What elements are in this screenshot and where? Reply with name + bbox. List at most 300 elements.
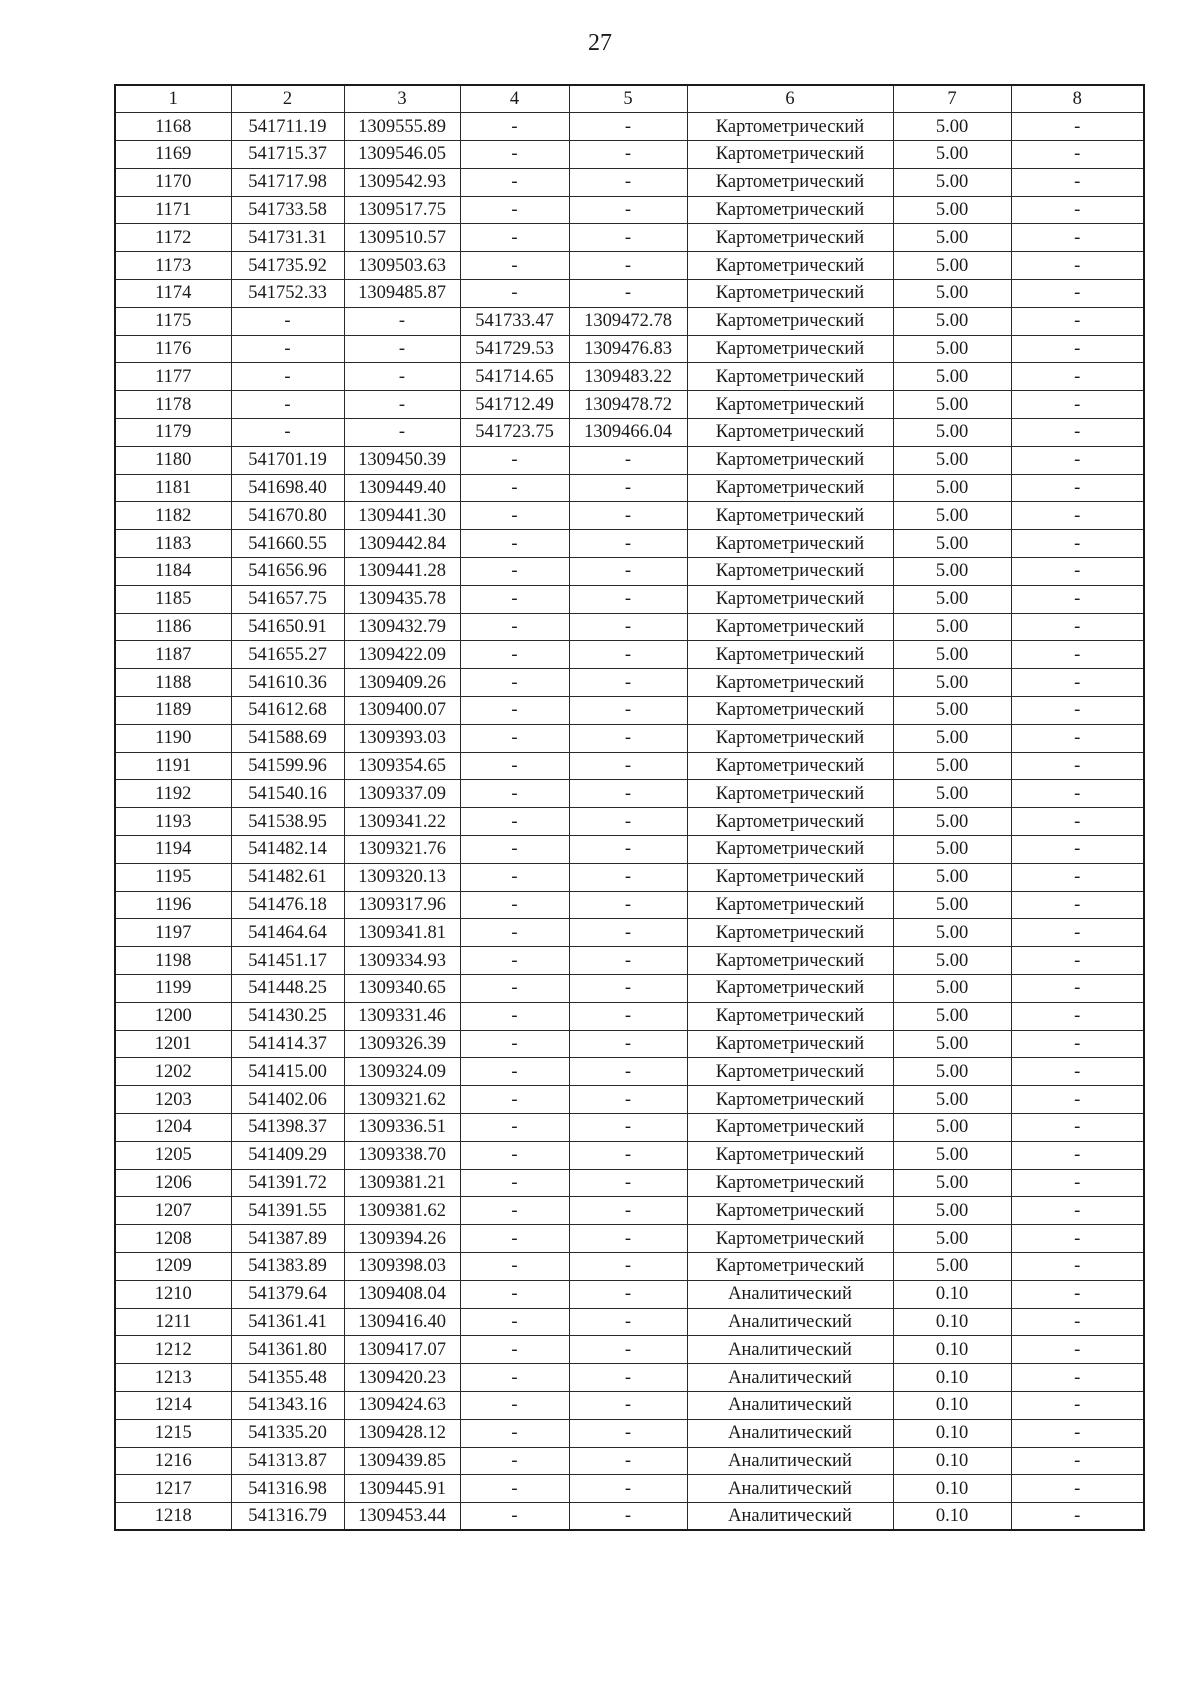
table-cell-col-3: 1309453.44: [344, 1503, 460, 1531]
table-cell-col-4: -: [460, 558, 569, 586]
table-cell-col-3: 1309442.84: [344, 530, 460, 558]
table-cell-col-8: -: [1011, 335, 1144, 363]
table-cell-col-4: -: [460, 891, 569, 919]
table-cell-col-3: 1309424.63: [344, 1391, 460, 1419]
table-row: [115, 335, 1144, 363]
table-cell-col-4: -: [460, 1169, 569, 1197]
table-row: [115, 363, 1144, 391]
table-cell-col-7: 5.00: [893, 891, 1011, 919]
table-cell-col-3: 1309326.39: [344, 1030, 460, 1058]
table-cell-col-3: 1309400.07: [344, 697, 460, 725]
table-cell-col-6: Картометрический: [687, 752, 893, 780]
table-cell-col-8: -: [1011, 613, 1144, 641]
table-cell-col-3: 1309398.03: [344, 1252, 460, 1280]
table-cell-col-6: Картометрический: [687, 975, 893, 1003]
table-cell-col-3: 1309485.87: [344, 280, 460, 308]
table-cell-col-1: 1200: [115, 1002, 231, 1030]
table-cell-col-3: 1309408.04: [344, 1280, 460, 1308]
table-cell-col-3: 1309420.23: [344, 1364, 460, 1392]
table-cell-col-2: 541735.92: [231, 252, 344, 280]
table-cell-col-2: 541415.00: [231, 1058, 344, 1086]
table-cell-col-6: Картометрический: [687, 1002, 893, 1030]
table-cell-col-3: 1309321.62: [344, 1086, 460, 1114]
table-cell-col-4: 541712.49: [460, 391, 569, 419]
table-row: [115, 530, 1144, 558]
table-cell-col-4: -: [460, 863, 569, 891]
table-cell-col-7: 5.00: [893, 307, 1011, 335]
table-cell-col-8: -: [1011, 280, 1144, 308]
table-cell-col-6: Картометрический: [687, 446, 893, 474]
table-cell-col-5: -: [569, 252, 687, 280]
table-cell-col-7: 5.00: [893, 224, 1011, 252]
table-cell-col-2: -: [231, 307, 344, 335]
table-cell-col-2: 541383.89: [231, 1252, 344, 1280]
table-cell-col-1: 1217: [115, 1475, 231, 1503]
table-cell-col-4: -: [460, 446, 569, 474]
table-cell-col-5: -: [569, 1475, 687, 1503]
table-row: [115, 307, 1144, 335]
table-cell-col-5: -: [569, 919, 687, 947]
table-cell-col-3: 1309321.76: [344, 836, 460, 864]
table-cell-col-6: Картометрический: [687, 891, 893, 919]
table-cell-col-5: -: [569, 1086, 687, 1114]
table-cell-col-7: 5.00: [893, 502, 1011, 530]
table-cell-col-8: -: [1011, 224, 1144, 252]
table-cell-col-2: 541379.64: [231, 1280, 344, 1308]
table-cell-col-8: -: [1011, 1503, 1144, 1531]
table-cell-col-6: Аналитический: [687, 1308, 893, 1336]
table-cell-col-6: Картометрический: [687, 530, 893, 558]
table-cell-col-8: -: [1011, 1197, 1144, 1225]
table-cell-col-4: -: [460, 1336, 569, 1364]
table-row: [115, 613, 1144, 641]
table-cell-col-6: Картометрический: [687, 280, 893, 308]
table-cell-col-6: Аналитический: [687, 1364, 893, 1392]
table-row: [115, 391, 1144, 419]
table-row: [115, 168, 1144, 196]
table-cell-col-5: -: [569, 947, 687, 975]
table-cell-col-6: Картометрический: [687, 947, 893, 975]
table-cell-col-7: 5.00: [893, 1141, 1011, 1169]
table-cell-col-7: 5.00: [893, 697, 1011, 725]
table-cell-col-2: 541391.55: [231, 1197, 344, 1225]
table-cell-col-3: 1309428.12: [344, 1419, 460, 1447]
table-cell-col-4: -: [460, 836, 569, 864]
table-cell-col-3: -: [344, 307, 460, 335]
table-cell-col-6: Картометрический: [687, 1197, 893, 1225]
table-row: [115, 141, 1144, 169]
table-cell-col-7: 5.00: [893, 168, 1011, 196]
table-cell-col-5: -: [569, 697, 687, 725]
table-cell-col-1: 1197: [115, 919, 231, 947]
table-cell-col-1: 1214: [115, 1391, 231, 1419]
table-cell-col-4: -: [460, 1197, 569, 1225]
table-cell-col-1: 1198: [115, 947, 231, 975]
table-row: [115, 1336, 1144, 1364]
table-cell-col-4: -: [460, 724, 569, 752]
table-cell-col-4: -: [460, 752, 569, 780]
table-cell-col-4: -: [460, 280, 569, 308]
table-cell-col-2: 541698.40: [231, 474, 344, 502]
table-row: [115, 1364, 1144, 1392]
table-cell-col-2: 541398.37: [231, 1113, 344, 1141]
table-cell-col-7: 0.10: [893, 1447, 1011, 1475]
table-cell-col-1: 1193: [115, 808, 231, 836]
table-row: [115, 975, 1144, 1003]
table-cell-col-3: 1309341.81: [344, 919, 460, 947]
table-cell-col-2: 541464.64: [231, 919, 344, 947]
table-cell-col-4: -: [460, 1252, 569, 1280]
table-cell-col-1: 1168: [115, 113, 231, 141]
table-cell-col-7: 5.00: [893, 1252, 1011, 1280]
table-cell-col-3: 1309449.40: [344, 474, 460, 502]
table-cell-col-7: 5.00: [893, 141, 1011, 169]
table-cell-col-4: -: [460, 1058, 569, 1086]
table-cell-col-4: -: [460, 808, 569, 836]
table-row: [115, 280, 1144, 308]
column-header-8: 8: [1011, 85, 1144, 113]
table-cell-col-7: 0.10: [893, 1336, 1011, 1364]
table-cell-col-5: -: [569, 1252, 687, 1280]
table-cell-col-3: 1309338.70: [344, 1141, 460, 1169]
table-cell-col-1: 1210: [115, 1280, 231, 1308]
table-cell-col-1: 1178: [115, 391, 231, 419]
table-cell-col-1: 1205: [115, 1141, 231, 1169]
table-cell-col-8: -: [1011, 474, 1144, 502]
table-cell-col-8: -: [1011, 1225, 1144, 1253]
table-cell-col-2: 541670.80: [231, 502, 344, 530]
table-cell-col-1: 1199: [115, 975, 231, 1003]
table-cell-col-4: -: [460, 613, 569, 641]
table-cell-col-2: 541656.96: [231, 558, 344, 586]
table-row: [115, 1141, 1144, 1169]
table-cell-col-6: Картометрический: [687, 919, 893, 947]
table-cell-col-3: 1309394.26: [344, 1225, 460, 1253]
table-cell-col-7: 0.10: [893, 1419, 1011, 1447]
table-cell-col-7: 5.00: [893, 1169, 1011, 1197]
table-cell-col-4: -: [460, 502, 569, 530]
table-cell-col-6: Аналитический: [687, 1419, 893, 1447]
table-cell-col-1: 1213: [115, 1364, 231, 1392]
table-cell-col-3: 1309409.26: [344, 669, 460, 697]
table-cell-col-5: -: [569, 141, 687, 169]
table-cell-col-2: 541316.98: [231, 1475, 344, 1503]
table-cell-col-1: 1196: [115, 891, 231, 919]
page-number: 27: [588, 30, 612, 56]
table-cell-col-5: -: [569, 1280, 687, 1308]
table-row: [115, 836, 1144, 864]
column-header-3: 3: [344, 85, 460, 113]
table-cell-col-2: -: [231, 363, 344, 391]
table-cell-col-4: -: [460, 224, 569, 252]
table-cell-col-6: Картометрический: [687, 224, 893, 252]
table-cell-col-2: 541650.91: [231, 613, 344, 641]
table-cell-col-6: Картометрический: [687, 669, 893, 697]
table-cell-col-5: 1309466.04: [569, 419, 687, 447]
table-cell-col-2: 541430.25: [231, 1002, 344, 1030]
table-cell-col-4: 541714.65: [460, 363, 569, 391]
table-cell-col-7: 5.00: [893, 836, 1011, 864]
table-row: [115, 558, 1144, 586]
column-header-2: 2: [231, 85, 344, 113]
table-cell-col-7: 5.00: [893, 1225, 1011, 1253]
table-cell-col-6: Картометрический: [687, 585, 893, 613]
table-cell-col-2: 541588.69: [231, 724, 344, 752]
table-cell-col-1: 1190: [115, 724, 231, 752]
column-header-5: 5: [569, 85, 687, 113]
table-row: [115, 1419, 1144, 1447]
table-cell-col-7: 5.00: [893, 1197, 1011, 1225]
table-cell-col-4: -: [460, 252, 569, 280]
table-cell-col-7: 5.00: [893, 808, 1011, 836]
table-cell-col-1: 1218: [115, 1503, 231, 1531]
table-cell-col-7: 0.10: [893, 1503, 1011, 1531]
table-cell-col-1: 1204: [115, 1113, 231, 1141]
table-cell-col-4: -: [460, 196, 569, 224]
table-cell-col-5: -: [569, 558, 687, 586]
table-cell-col-6: Аналитический: [687, 1280, 893, 1308]
table-cell-col-3: 1309336.51: [344, 1113, 460, 1141]
table-cell-col-4: -: [460, 1086, 569, 1114]
table-cell-col-7: 5.00: [893, 363, 1011, 391]
table-cell-col-4: -: [460, 585, 569, 613]
table-cell-col-3: -: [344, 363, 460, 391]
table-cell-col-2: 541391.72: [231, 1169, 344, 1197]
table-cell-col-3: -: [344, 391, 460, 419]
table-cell-col-4: -: [460, 474, 569, 502]
table-cell-col-5: -: [569, 1336, 687, 1364]
table-cell-col-6: Аналитический: [687, 1447, 893, 1475]
table-cell-col-1: 1201: [115, 1030, 231, 1058]
table-cell-col-8: -: [1011, 1364, 1144, 1392]
table-cell-col-2: 541343.16: [231, 1391, 344, 1419]
table-cell-col-7: 5.00: [893, 474, 1011, 502]
table-row: [115, 752, 1144, 780]
table-cell-col-7: 5.00: [893, 335, 1011, 363]
table-row: [115, 697, 1144, 725]
table-row: [115, 1308, 1144, 1336]
table-cell-col-2: 541414.37: [231, 1030, 344, 1058]
table-cell-col-6: Картометрический: [687, 724, 893, 752]
table-cell-col-2: 541701.19: [231, 446, 344, 474]
table-cell-col-3: 1309441.30: [344, 502, 460, 530]
table-cell-col-7: 5.00: [893, 919, 1011, 947]
table-cell-col-6: Картометрический: [687, 836, 893, 864]
table-cell-col-8: -: [1011, 724, 1144, 752]
table-cell-col-5: -: [569, 224, 687, 252]
table-cell-col-5: -: [569, 1391, 687, 1419]
table-row: [115, 1197, 1144, 1225]
table-cell-col-3: 1309417.07: [344, 1336, 460, 1364]
table-cell-col-8: -: [1011, 530, 1144, 558]
table-cell-col-8: -: [1011, 1419, 1144, 1447]
table-cell-col-5: -: [569, 196, 687, 224]
table-cell-col-1: 1177: [115, 363, 231, 391]
table-cell-col-8: -: [1011, 363, 1144, 391]
table-cell-col-2: 541482.61: [231, 863, 344, 891]
table-cell-col-5: -: [569, 1308, 687, 1336]
table-cell-col-3: 1309445.91: [344, 1475, 460, 1503]
table-cell-col-8: -: [1011, 975, 1144, 1003]
table-cell-col-8: -: [1011, 1280, 1144, 1308]
table-cell-col-2: 541660.55: [231, 530, 344, 558]
table-cell-col-1: 1184: [115, 558, 231, 586]
table-header: [115, 85, 1144, 113]
table-cell-col-2: 541361.41: [231, 1308, 344, 1336]
table-cell-col-8: -: [1011, 502, 1144, 530]
table-cell-col-6: Картометрический: [687, 1225, 893, 1253]
table-cell-col-8: -: [1011, 1391, 1144, 1419]
table-cell-col-4: -: [460, 1030, 569, 1058]
table-cell-col-1: 1208: [115, 1225, 231, 1253]
table-cell-col-7: 5.00: [893, 1058, 1011, 1086]
table-cell-col-8: -: [1011, 669, 1144, 697]
table-cell-col-7: 5.00: [893, 863, 1011, 891]
table-cell-col-2: 541599.96: [231, 752, 344, 780]
table-cell-col-3: 1309517.75: [344, 196, 460, 224]
table-cell-col-5: -: [569, 641, 687, 669]
table-cell-col-5: -: [569, 808, 687, 836]
table-row: [115, 1447, 1144, 1475]
table-cell-col-7: 5.00: [893, 669, 1011, 697]
table-cell-col-2: 541448.25: [231, 975, 344, 1003]
table-cell-col-4: -: [460, 669, 569, 697]
table-cell-col-8: -: [1011, 1141, 1144, 1169]
table-cell-col-1: 1187: [115, 641, 231, 669]
table-cell-col-8: -: [1011, 780, 1144, 808]
table-cell-col-1: 1181: [115, 474, 231, 502]
table-cell-col-7: 5.00: [893, 947, 1011, 975]
table-cell-col-8: -: [1011, 1169, 1144, 1197]
table-cell-col-3: 1309354.65: [344, 752, 460, 780]
table-row: [115, 252, 1144, 280]
table-cell-col-3: 1309542.93: [344, 168, 460, 196]
table-cell-col-5: -: [569, 975, 687, 1003]
table-cell-col-3: 1309320.13: [344, 863, 460, 891]
table-cell-col-6: Аналитический: [687, 1336, 893, 1364]
table-cell-col-5: -: [569, 530, 687, 558]
table-cell-col-3: 1309432.79: [344, 613, 460, 641]
table-cell-col-8: -: [1011, 168, 1144, 196]
table-cell-col-8: -: [1011, 919, 1144, 947]
table-cell-col-1: 1207: [115, 1197, 231, 1225]
table-row: [115, 1086, 1144, 1114]
table-cell-col-6: Аналитический: [687, 1475, 893, 1503]
table-row: [115, 724, 1144, 752]
table-cell-col-1: 1186: [115, 613, 231, 641]
table-cell-col-1: 1203: [115, 1086, 231, 1114]
table-cell-col-7: 5.00: [893, 1086, 1011, 1114]
table-row: [115, 474, 1144, 502]
table-cell-col-5: -: [569, 1002, 687, 1030]
table-cell-col-5: -: [569, 1197, 687, 1225]
table-cell-col-1: 1174: [115, 280, 231, 308]
table-cell-col-5: -: [569, 863, 687, 891]
table-cell-col-4: -: [460, 975, 569, 1003]
table-cell-col-7: 5.00: [893, 530, 1011, 558]
table-cell-col-3: 1309334.93: [344, 947, 460, 975]
table-cell-col-8: -: [1011, 1252, 1144, 1280]
table-cell-col-1: 1169: [115, 141, 231, 169]
table-row: [115, 1475, 1144, 1503]
table-cell-col-8: -: [1011, 252, 1144, 280]
table-cell-col-5: -: [569, 1030, 687, 1058]
table-cell-col-5: -: [569, 1141, 687, 1169]
table-cell-col-3: -: [344, 419, 460, 447]
table-cell-col-8: -: [1011, 196, 1144, 224]
table-row: [115, 891, 1144, 919]
table-row: [115, 863, 1144, 891]
table-cell-col-3: 1309503.63: [344, 252, 460, 280]
table-row: [115, 947, 1144, 975]
table-cell-col-7: 5.00: [893, 724, 1011, 752]
table-cell-col-6: Картометрический: [687, 641, 893, 669]
table-cell-col-3: 1309381.62: [344, 1197, 460, 1225]
table-cell-col-1: 1183: [115, 530, 231, 558]
table-cell-col-1: 1173: [115, 252, 231, 280]
table-cell-col-2: 541731.31: [231, 224, 344, 252]
table-cell-col-3: 1309422.09: [344, 641, 460, 669]
table-cell-col-7: 5.00: [893, 975, 1011, 1003]
table-cell-col-6: Картометрический: [687, 196, 893, 224]
table-cell-col-3: 1309546.05: [344, 141, 460, 169]
table-cell-col-5: -: [569, 1419, 687, 1447]
table-cell-col-5: -: [569, 1113, 687, 1141]
column-header-1: 1: [115, 85, 231, 113]
column-header-7: 7: [893, 85, 1011, 113]
table-cell-col-1: 1170: [115, 168, 231, 196]
table-cell-col-8: -: [1011, 891, 1144, 919]
table-cell-col-5: -: [569, 1225, 687, 1253]
table-cell-col-5: -: [569, 752, 687, 780]
table-cell-col-5: -: [569, 1058, 687, 1086]
table-cell-col-5: -: [569, 502, 687, 530]
table-cell-col-4: -: [460, 780, 569, 808]
table-cell-col-2: 541316.79: [231, 1503, 344, 1531]
table-cell-col-3: 1309331.46: [344, 1002, 460, 1030]
table-cell-col-8: -: [1011, 446, 1144, 474]
coordinates-table: [114, 84, 1145, 1531]
table-cell-col-6: Картометрический: [687, 391, 893, 419]
table-cell-col-6: Картометрический: [687, 1169, 893, 1197]
table-cell-col-8: -: [1011, 1086, 1144, 1114]
table-cell-col-7: 5.00: [893, 1002, 1011, 1030]
table-cell-col-4: 541723.75: [460, 419, 569, 447]
table-cell-col-6: Картометрический: [687, 168, 893, 196]
table-cell-col-2: 541715.37: [231, 141, 344, 169]
table-cell-col-8: -: [1011, 808, 1144, 836]
table-row: [115, 1225, 1144, 1253]
table-cell-col-4: -: [460, 1113, 569, 1141]
table-cell-col-1: 1192: [115, 780, 231, 808]
table-cell-col-2: 541409.29: [231, 1141, 344, 1169]
table-cell-col-7: 5.00: [893, 113, 1011, 141]
table-row: [115, 780, 1144, 808]
table-cell-col-4: -: [460, 1225, 569, 1253]
table-cell-col-4: -: [460, 641, 569, 669]
table-cell-col-3: -: [344, 335, 460, 363]
table-cell-col-5: -: [569, 724, 687, 752]
table-cell-col-6: Картометрический: [687, 141, 893, 169]
table-cell-col-4: -: [460, 1503, 569, 1531]
table-cell-col-2: -: [231, 391, 344, 419]
table-cell-col-3: 1309340.65: [344, 975, 460, 1003]
table-cell-col-8: -: [1011, 863, 1144, 891]
table-cell-col-6: Аналитический: [687, 1503, 893, 1531]
table-cell-col-2: 541711.19: [231, 113, 344, 141]
table-cell-col-1: 1185: [115, 585, 231, 613]
table-cell-col-7: 5.00: [893, 558, 1011, 586]
